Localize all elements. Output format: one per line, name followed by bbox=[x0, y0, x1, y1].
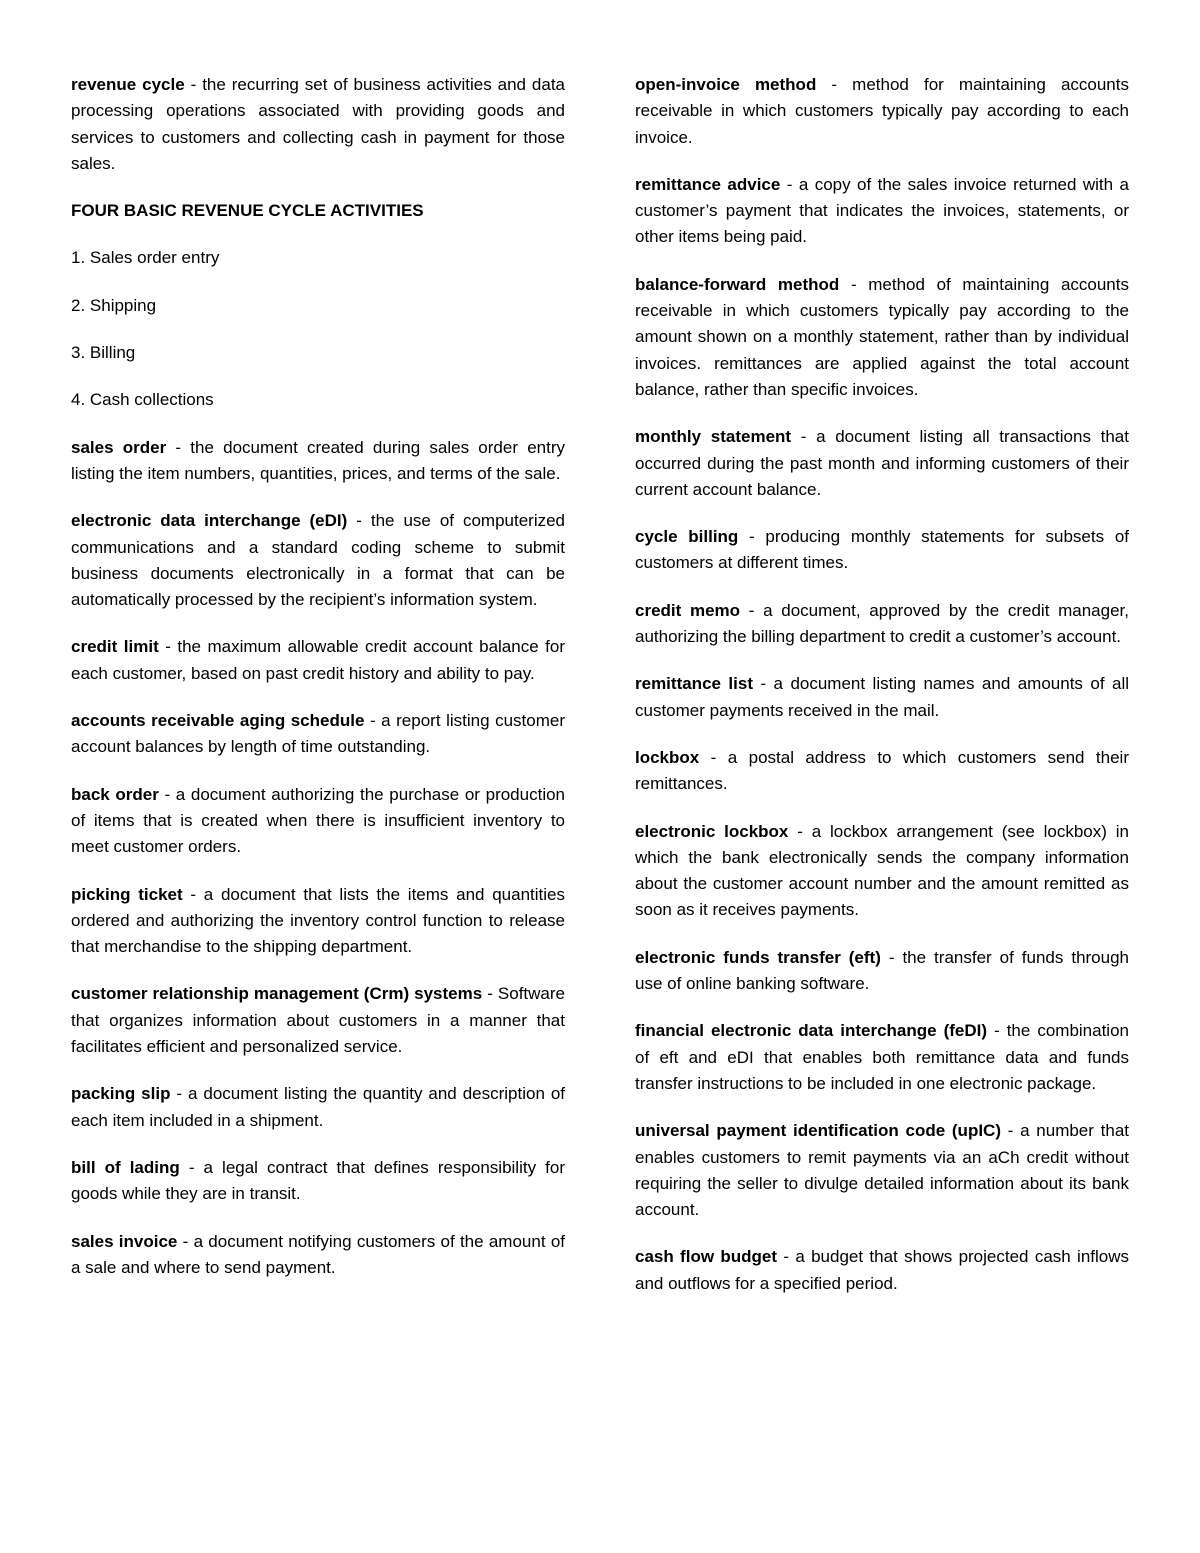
definition-upic bbox=[635, 1118, 1129, 1223]
term-definition: - a document notifying customers of the amount of a sale and where to send payment. bbox=[71, 1231, 565, 1277]
term-definition: - a document that lists the items and quantities ordered and authorizing the inventory control function to release that merchandise to the shipping department. bbox=[71, 884, 565, 957]
term-label: sales order bbox=[71, 437, 167, 457]
definition-open-invoice-method bbox=[635, 72, 1129, 151]
definition-lockbox bbox=[635, 745, 1129, 798]
left-column bbox=[71, 72, 565, 1302]
term-definition: - the transfer of funds through use of online banking software. bbox=[635, 947, 1129, 994]
term-label: revenue cycle bbox=[71, 75, 185, 94]
activity-item: 3. Billing bbox=[71, 343, 136, 363]
definition-crm-systems bbox=[71, 981, 565, 1060]
term-definition: - producing monthly statements for subsets of customers at different times. bbox=[635, 527, 1129, 573]
term-definition: - a legal contract that defines responsibility for goods while they are in transit. bbox=[71, 1157, 565, 1204]
term-definition: - the recurring set of business activities and data processing operations associated with providing goods and services to customers and collecting cash in payment for those sales. bbox=[71, 75, 566, 173]
term-label: sales invoice bbox=[71, 1231, 178, 1251]
term-label: open-invoice method bbox=[635, 75, 817, 94]
definition-credit-limit bbox=[71, 634, 565, 687]
definition-picking-ticket bbox=[71, 882, 565, 961]
term-label: bill of lading bbox=[71, 1157, 180, 1177]
definition-cycle-billing bbox=[635, 524, 1129, 577]
definition-remittance-advice bbox=[635, 172, 1129, 251]
term-definition: - a document, approved by the credit manager, authorizing the billing department to credit a customer’s account. bbox=[635, 600, 1129, 647]
right-column bbox=[635, 72, 1129, 1318]
term-label: remittance advice bbox=[635, 174, 781, 194]
term-definition: - a document authorizing the purchase or production of items that is created when there is insufficient inventory to meet customer orders. bbox=[71, 784, 566, 857]
definition-balance-forward-method bbox=[635, 272, 1129, 403]
term-label: accounts receivable aging schedule bbox=[71, 711, 365, 731]
term-label: cash flow budget bbox=[635, 1247, 778, 1267]
term-definition: - a lockbox arrangement (see lockbox) in which the bank electronically sends the company information about the customer account number and the amount remitted as soon as it receives payments. bbox=[635, 821, 1129, 920]
definition-sales-invoice bbox=[71, 1229, 565, 1282]
definition-sales-order bbox=[71, 435, 565, 488]
definition-bill-of-lading bbox=[71, 1155, 565, 1208]
definition-fedi bbox=[635, 1018, 1129, 1097]
term-label: credit limit bbox=[71, 637, 159, 657]
term-definition: - a number that enables customers to remit payments via an aCh credit without requiring the seller to divulge detailed information about its bank account. bbox=[635, 1121, 1129, 1220]
definition-revenue-cycle bbox=[71, 72, 565, 177]
term-definition: - a postal address to which customers send their remittances. bbox=[635, 747, 1129, 794]
definition-remittance-list bbox=[635, 671, 1129, 724]
term-definition: - method of maintaining accounts receivable in which customers typically pay according to the amount shown on a monthly statement, rather than by individual invoices. remittances are applied against the total account balance, rather than specific invoices. bbox=[635, 274, 1129, 399]
definition-packing-slip bbox=[71, 1081, 565, 1134]
activity-item: 1. Sales order entry bbox=[71, 248, 220, 268]
term-definition: - a document listing the quantity and description of each item included in a shipment. bbox=[71, 1084, 566, 1130]
term-label: electronic data interchange (eDI) bbox=[71, 511, 348, 531]
term-label: electronic funds transfer (eft) bbox=[635, 947, 881, 967]
term-definition: - a copy of the sales invoice returned with a customer’s payment that indicates the invoices, statements, or other items being paid. bbox=[635, 174, 1129, 247]
term-label: credit memo bbox=[635, 600, 741, 620]
term-label: lockbox bbox=[635, 747, 700, 767]
term-definition: - a budget that shows projected cash inflows and outflows for a specified period. bbox=[635, 1247, 1130, 1293]
term-label: back order bbox=[71, 784, 159, 804]
definition-edi bbox=[71, 508, 565, 613]
definition-aging-schedule bbox=[71, 708, 565, 761]
term-definition: - a report listing customer account balances by length of time outstanding. bbox=[71, 711, 565, 757]
activity-item: 2. Shipping bbox=[71, 295, 157, 315]
definition-eft bbox=[635, 945, 1129, 998]
term-label: balance-forward method bbox=[635, 274, 840, 294]
term-definition: - the maximum allowable credit account balance for each customer, based on past credit history and ability to pay. bbox=[71, 637, 565, 683]
term-definition: - the document created during sales order entry listing the item numbers, quantities, prices, and terms of the sale. bbox=[71, 437, 565, 483]
term-label: electronic lockbox bbox=[635, 821, 789, 841]
definition-cash-flow-budget bbox=[635, 1244, 1129, 1297]
activity-item: 4. Cash collections bbox=[71, 390, 214, 410]
term-definition: - the combination of eft and eDI that enables both remittance data and funds transfer instructions to be included in one electronic package. bbox=[635, 1021, 1129, 1093]
definition-credit-memo bbox=[635, 598, 1129, 651]
definition-electronic-lockbox bbox=[635, 819, 1129, 924]
term-label: monthly statement bbox=[635, 427, 792, 447]
term-label: packing slip bbox=[71, 1084, 171, 1104]
term-definition: - a document listing all transactions that occurred during the past month and informing customers of their current account balance. bbox=[635, 427, 1129, 499]
term-label: financial electronic data interchange (feDI) bbox=[635, 1021, 988, 1041]
definition-monthly-statement bbox=[635, 424, 1129, 503]
section-heading: FOUR BASIC REVENUE CYCLE ACTIVITIES bbox=[71, 201, 424, 221]
definition-back-order bbox=[71, 782, 565, 861]
term-label: remittance list bbox=[635, 674, 753, 694]
term-definition: - the use of computerized communications and a standard coding scheme to submit business documents electronically in a format that can be automatically processed by the recipient’s information system. bbox=[71, 511, 565, 610]
term-definition: - a document listing names and amounts of all customer payments received in the mail. bbox=[635, 674, 1130, 720]
term-definition: - Software that organizes information about customers in a manner that facilitates efficient and personalized service. bbox=[71, 984, 565, 1057]
term-label: universal payment identification code (upIC) bbox=[635, 1121, 1001, 1141]
term-definition: - method for maintaining accounts receivable in which customers typically pay according to each invoice. bbox=[635, 75, 1129, 147]
term-label: customer relationship management (Crm) systems bbox=[71, 984, 483, 1004]
term-label: cycle billing bbox=[635, 527, 739, 547]
term-label: picking ticket bbox=[71, 884, 183, 904]
